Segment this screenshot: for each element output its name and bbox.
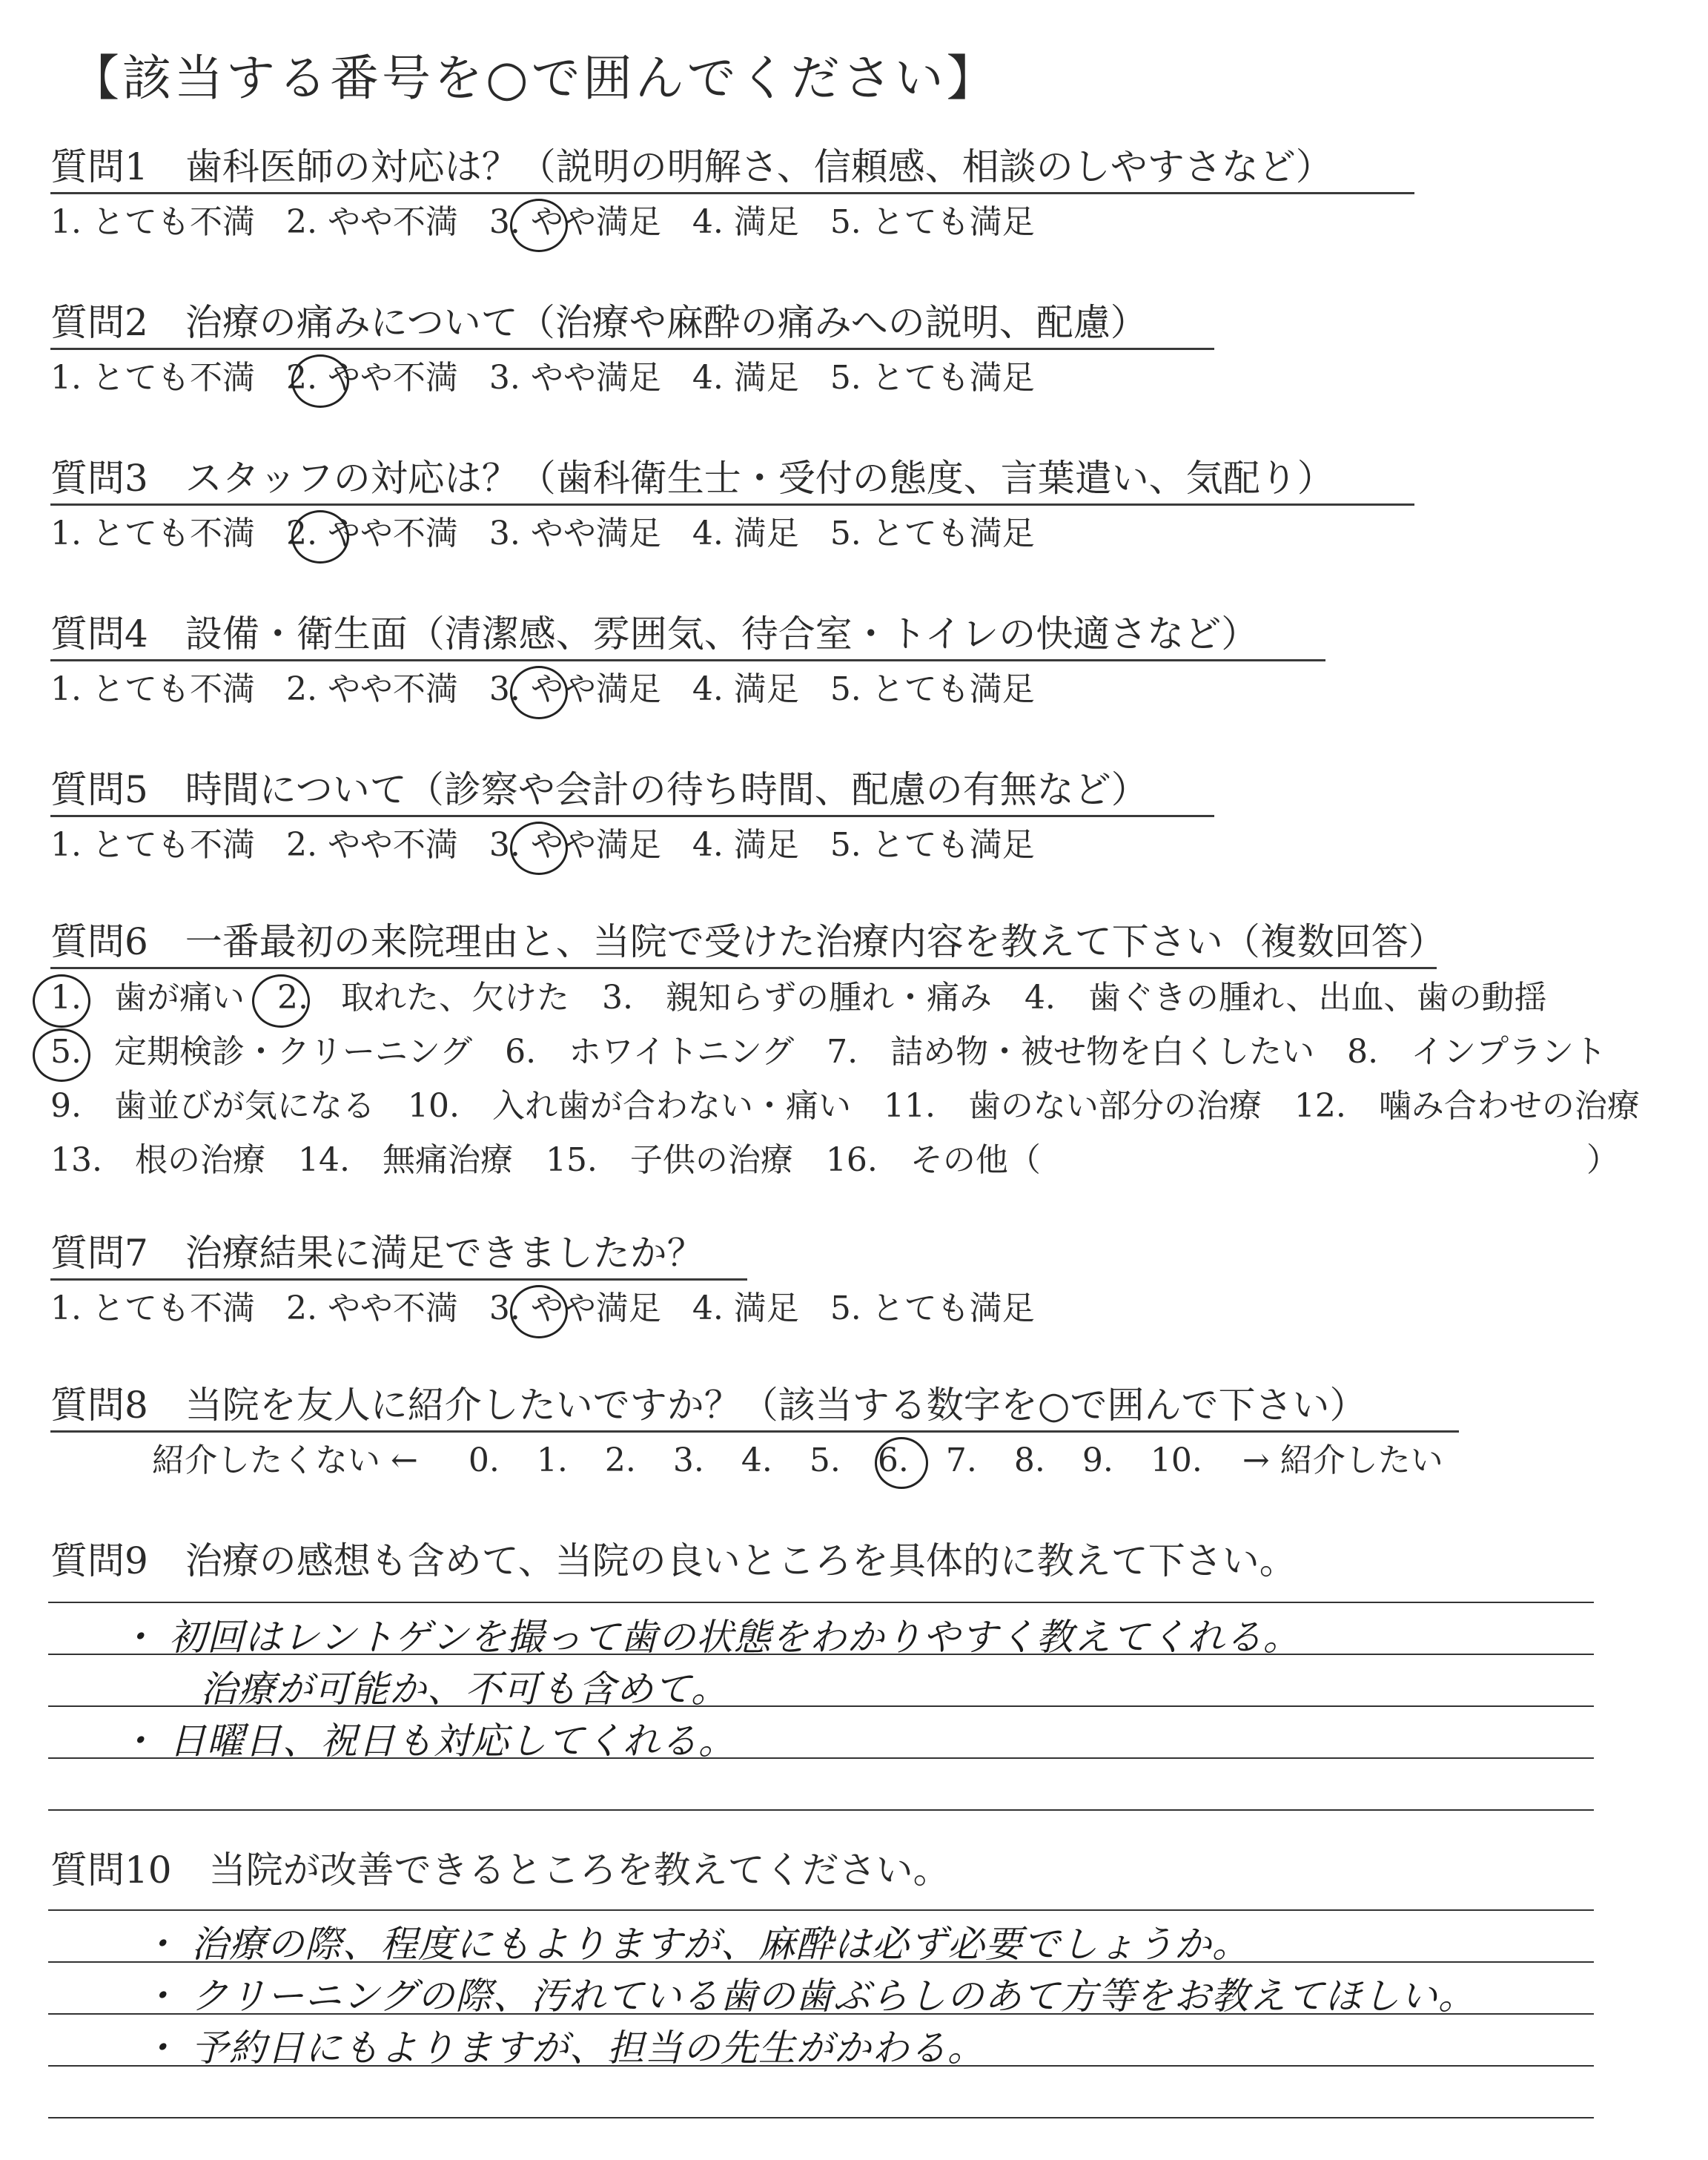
q8-scale-10[interactable]: 10. xyxy=(1150,1441,1202,1479)
q8-scale-9[interactable]: 9. xyxy=(1082,1441,1113,1479)
q8-scale-5[interactable]: 5. xyxy=(809,1441,841,1479)
option-4-label: 満足 xyxy=(733,1289,799,1327)
answer-rule xyxy=(48,1602,1594,1603)
question-8-title: 質問8 当院を友人に紹介したいですか？（該当する数字を○で囲んで下さい） xyxy=(50,1383,1459,1433)
option-2-num: 2. xyxy=(285,826,317,864)
q6-other-close-paren: ） xyxy=(1586,1141,1619,1179)
option-2-label: やや不満 xyxy=(327,515,458,552)
option-5-label: とても満足 xyxy=(871,515,1035,552)
q6-option-line-3: 9. 歯並びが気になる 10. 入れ歯が合わない・痛い 11. 歯のない部分の治療 12. 噛み合わせの治療 xyxy=(50,1087,1640,1125)
q8-scale-7[interactable]: 7. xyxy=(945,1441,977,1479)
option-4-num: 4. xyxy=(692,670,724,708)
option-2-label: やや不満 xyxy=(327,203,458,241)
answer-circle xyxy=(510,199,568,252)
option-3-label: やや満足 xyxy=(530,203,661,241)
option-2-num: 2. xyxy=(285,203,317,241)
page-header: 【該当する番号を○で囲んでください】 xyxy=(70,50,999,107)
option-1-label: とても不満 xyxy=(91,515,255,552)
option-3-num[interactable]: 3. xyxy=(489,826,520,864)
option-4-num: 4. xyxy=(692,359,724,397)
option-4-label: 満足 xyxy=(733,826,799,864)
option-3-label: やや満足 xyxy=(530,359,661,397)
option-3-num[interactable]: 3. xyxy=(489,670,520,708)
q10-handwritten-answer-3: ・ 予約日にもよりますが、担当の先生がかわる。 xyxy=(141,2027,985,2070)
option-2-num: 2. xyxy=(285,1289,317,1327)
option-1-num: 1. xyxy=(50,826,82,864)
option-1-label: とても不満 xyxy=(91,359,255,397)
option-2-label: やや不満 xyxy=(327,359,458,397)
question-6-title: 質問6 一番最初の来院理由と、当院で受けた治療内容を教えて下さい（複数回答） xyxy=(50,919,1437,969)
option-1-num: 1. xyxy=(50,1289,82,1327)
answer-rule xyxy=(48,2117,1594,2118)
q9-handwritten-answer-1: ・ 初回はレントゲンを撮って歯の状態をわかりやすく教えてくれる。 xyxy=(119,1616,1301,1659)
q9-handwritten-answer-3: ・ 日曜日、祝日も対応してくれる。 xyxy=(119,1720,736,1763)
answer-circle xyxy=(291,510,349,564)
option-3-label: やや満足 xyxy=(530,1289,661,1327)
option-5-num: 5. xyxy=(830,670,861,708)
q8-scale-2[interactable]: 2. xyxy=(604,1441,636,1479)
option-5-num: 5. xyxy=(830,203,861,241)
question-7-title: 質問7 治療結果に満足できましたか？ xyxy=(50,1231,747,1281)
option-4-num: 4. xyxy=(692,1289,724,1327)
q8-scale-0[interactable]: 0. xyxy=(468,1441,500,1479)
option-5-label: とても満足 xyxy=(871,359,1035,397)
option-4-label: 満足 xyxy=(733,670,799,708)
option-1-label: とても不満 xyxy=(91,670,255,708)
option-1-label: とても不満 xyxy=(91,1289,255,1327)
question-3-title: 質問3 スタッフの対応は？（歯科衛生士・受付の態度、言葉遣い、気配り） xyxy=(50,456,1414,506)
option-4-num: 4. xyxy=(692,203,724,241)
q8-right-label: → 紹介したい xyxy=(1242,1441,1443,1479)
q8-scale-4[interactable]: 4. xyxy=(741,1441,772,1479)
answer-rule xyxy=(48,1909,1594,1911)
question-3-options xyxy=(50,513,1035,555)
option-3-num[interactable]: 3. xyxy=(489,1289,520,1327)
question-5-title: 質問5 時間について（診察や会計の待ち時間、配慮の有無など） xyxy=(50,767,1214,817)
q10-handwritten-answer-2: ・ クリーニングの際、汚れている歯の歯ぶらしのあて方等をお教えてほしい。 xyxy=(141,1975,1476,2018)
option-4-num: 4. xyxy=(692,515,724,552)
option-1-num: 1. xyxy=(50,203,82,241)
option-5-num: 5. xyxy=(830,515,861,552)
answer-circle xyxy=(510,1285,568,1338)
q6-option-line-2: 5. 定期検診・クリーニング 6. ホワイトニング 7. 詰め物・被せ物を白くしたい 8. インプラント xyxy=(50,1033,1607,1071)
option-3-num[interactable]: 3. xyxy=(489,203,520,241)
question-4-title: 質問4 設備・衛生面（清潔感、雰囲気、待合室・トイレの快適さなど） xyxy=(50,612,1325,661)
option-3-label: やや満足 xyxy=(530,826,661,864)
option-4-label: 満足 xyxy=(733,203,799,241)
question-1-title: 質問1 歯科医師の対応は？（説明の明解さ、信頼感、相談のしやすさなど） xyxy=(50,145,1414,194)
answer-circle xyxy=(875,1437,928,1489)
option-5-label: とても満足 xyxy=(871,1289,1035,1327)
option-1-num: 1. xyxy=(50,515,82,552)
question-2-options xyxy=(50,357,1035,399)
option-3-num: 3. xyxy=(489,515,520,552)
option-5-num: 5. xyxy=(830,359,861,397)
answer-circle xyxy=(510,666,568,719)
option-4-num: 4. xyxy=(692,826,724,864)
q8-scale-3[interactable]: 3. xyxy=(672,1441,704,1479)
q8-scale-1[interactable]: 1. xyxy=(536,1441,568,1479)
option-1-label: とても不満 xyxy=(91,203,255,241)
option-3-label: やや満足 xyxy=(530,670,661,708)
answer-circle xyxy=(33,1028,90,1082)
option-2-num[interactable]: 2. xyxy=(285,515,317,552)
option-5-label: とても満足 xyxy=(871,670,1035,708)
question-10-title: 質問10 当院が改善できるところを教えてください。 xyxy=(50,1849,950,1892)
option-4-label: 満足 xyxy=(733,359,799,397)
q6-option-line-1: 1. 歯が痛い 2. 取れた、欠けた 3. 親知らずの腫れ・痛み 4. 歯ぐきの腫れ、出血、歯の動揺 xyxy=(50,979,1547,1017)
option-3-num: 3. xyxy=(489,359,520,397)
q8-scale-6[interactable]: 6. xyxy=(877,1441,909,1479)
option-2-label: やや不満 xyxy=(327,1289,458,1327)
q8-scale-row xyxy=(152,1440,1443,1482)
question-9-title: 質問9 治療の感想も含めて、当院の良いところを具体的に教えて下さい。 xyxy=(50,1539,1297,1582)
answer-circle xyxy=(291,354,349,408)
option-4-label: 満足 xyxy=(733,515,799,552)
answer-circle xyxy=(33,974,90,1028)
answer-circle xyxy=(510,822,568,875)
answer-circle xyxy=(252,974,310,1028)
option-2-num[interactable]: 2. xyxy=(285,359,317,397)
question-2-title: 質問2 治療の痛みについて（治療や麻酔の痛みへの説明、配慮） xyxy=(50,300,1214,350)
answer-rule xyxy=(48,1809,1594,1811)
option-2-label: やや不満 xyxy=(327,670,458,708)
q8-scale-8[interactable]: 8. xyxy=(1013,1441,1045,1479)
q10-handwritten-answer-1: ・ 治療の際、程度にもよりますが、麻酔は必ず必要でしょうか。 xyxy=(141,1923,1250,1966)
option-1-num: 1. xyxy=(50,670,82,708)
option-5-label: とても満足 xyxy=(871,826,1035,864)
option-5-num: 5. xyxy=(830,1289,861,1327)
option-1-num: 1. xyxy=(50,359,82,397)
option-5-num: 5. xyxy=(830,826,861,864)
option-2-label: やや不満 xyxy=(327,826,458,864)
q8-left-label: 紹介したくない ← xyxy=(152,1441,418,1479)
q9-handwritten-answer-2: 治療が可能か、不可も含めて。 xyxy=(200,1668,729,1711)
option-5-label: とても満足 xyxy=(871,203,1035,241)
option-2-num: 2. xyxy=(285,670,317,708)
option-3-label: やや満足 xyxy=(530,515,661,552)
q6-option-line-4: 13. 根の治療 14. 無痛治療 15. 子供の治療 16. その他（ xyxy=(50,1141,1041,1179)
option-1-label: とても不満 xyxy=(91,826,255,864)
